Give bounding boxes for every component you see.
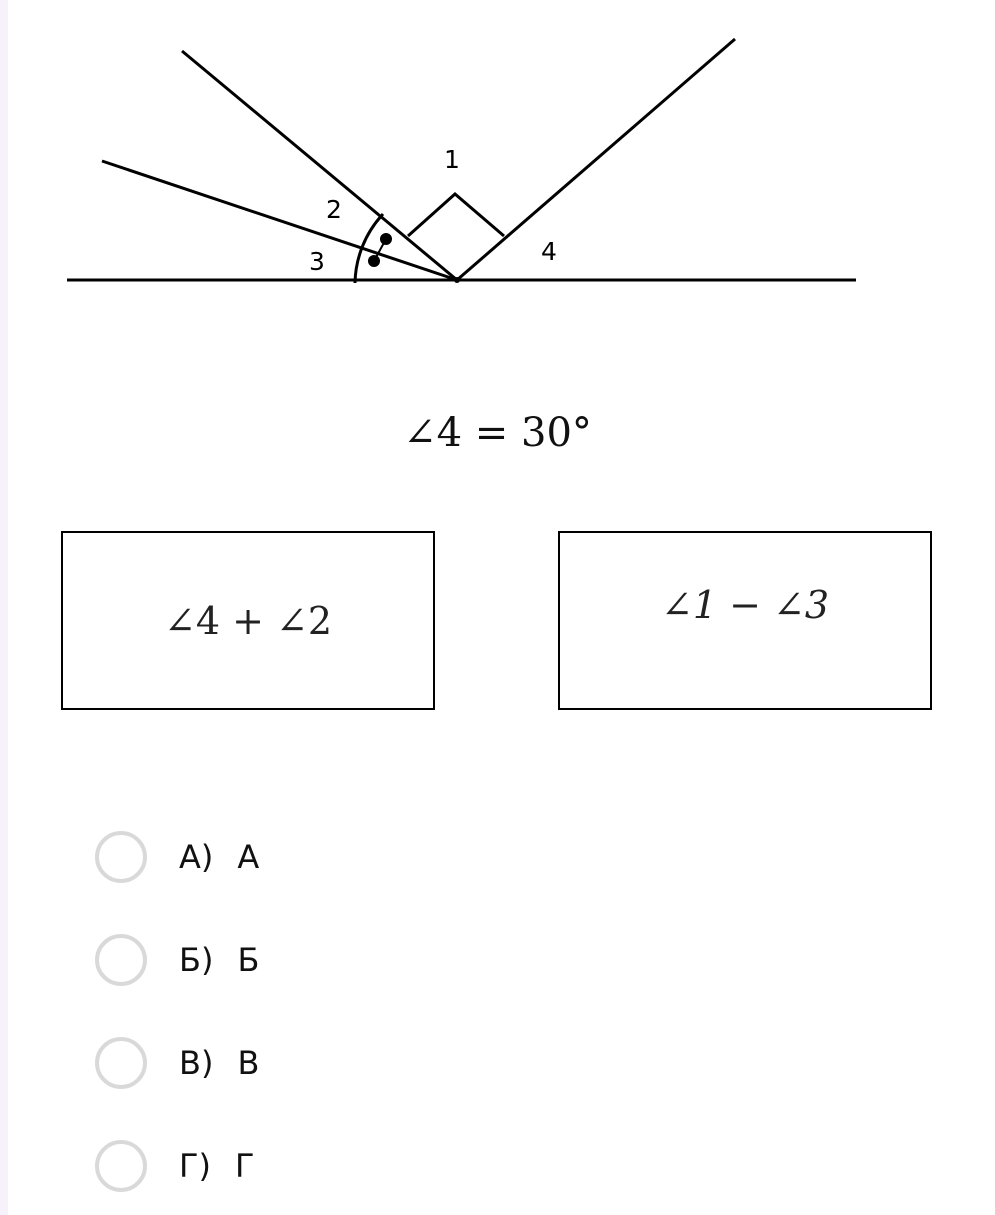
option-g[interactable]	[95, 1135, 495, 1197]
option-value: А	[237, 838, 260, 876]
given-condition: ∠4 = 30°	[403, 410, 592, 456]
angle-label-1: 1	[444, 145, 460, 174]
option-label	[179, 1044, 259, 1082]
option-prefix: Б)	[179, 941, 214, 979]
radio-button[interactable]	[95, 1037, 147, 1089]
expression-box-a	[61, 531, 435, 710]
option-label	[179, 838, 259, 876]
option-v[interactable]	[95, 1032, 495, 1094]
angle-mark-link	[374, 239, 386, 261]
expression-text: ∠1 − ∠3	[660, 583, 830, 627]
ray-lower-left	[102, 161, 457, 280]
radio-button[interactable]	[95, 1140, 147, 1192]
ray-right	[457, 39, 735, 280]
angle-label-3: 3	[309, 247, 325, 276]
option-label	[179, 1147, 255, 1185]
radio-button[interactable]	[95, 831, 147, 883]
option-label	[179, 941, 259, 979]
option-prefix: А)	[179, 838, 214, 876]
radio-button[interactable]	[95, 934, 147, 986]
option-prefix: Г)	[179, 1147, 211, 1185]
option-value: Г	[235, 1147, 255, 1185]
ray-upper-left	[182, 51, 457, 280]
option-b[interactable]	[95, 929, 495, 991]
expression-box-b	[558, 531, 932, 710]
expression-text: ∠4 + ∠2	[163, 599, 333, 643]
option-prefix: В)	[179, 1044, 214, 1082]
angle-label-2: 2	[326, 195, 342, 224]
vertex-point	[454, 277, 460, 283]
option-value: Б	[237, 941, 260, 979]
geometry-figure	[0, 0, 995, 320]
option-value: В	[237, 1044, 260, 1082]
angle-label-4: 4	[541, 237, 557, 266]
option-a[interactable]	[95, 826, 495, 888]
right-angle-marker	[408, 194, 504, 236]
